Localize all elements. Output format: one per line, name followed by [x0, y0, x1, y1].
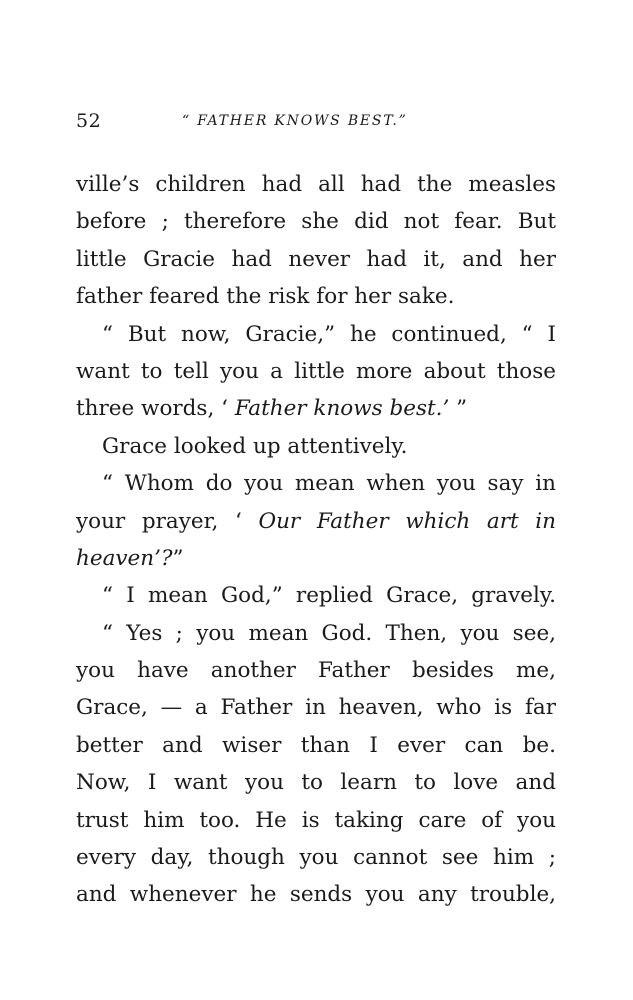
page-number: 52: [76, 110, 102, 132]
italic-quote: heaven’?: [76, 545, 173, 571]
running-title: “ FATHER KNOWS BEST.”: [182, 113, 408, 129]
text-line: ville’s children had all had the measles: [76, 172, 556, 197]
text-line: every day, though you cannot see him ;: [76, 845, 556, 871]
text-line: trust him too. He is taking care of you: [76, 807, 556, 833]
italic-quote: Our Father which art in: [258, 508, 556, 534]
text-line: Now, I want you to learn to love and: [76, 770, 556, 796]
text-line: better and wiser than I ever can be.: [76, 732, 556, 758]
text-line: before ; therefore she did not fear. But: [76, 209, 556, 235]
text-line: heaven’?”: [76, 545, 184, 571]
text-line: father feared the risk for her sake.: [76, 284, 455, 310]
text-line: you have another Father besides me,: [76, 658, 556, 684]
text-line: “ I mean God,” replied Grace, gravely.: [102, 583, 556, 609]
text-line: and whenever he sends you any trouble,: [76, 882, 556, 908]
text-line: “ But now, Gracie,” he continued, “ I: [102, 321, 556, 347]
text-line: want to tell you a little more about those: [76, 358, 556, 384]
italic-quote: Father knows best.’: [234, 396, 450, 422]
text-line: three words, ‘ Father knows best.’ ”: [76, 396, 468, 422]
running-header: [76, 110, 556, 140]
text-line: your prayer, ‘ Our Father which art in: [76, 508, 556, 534]
text-line: Grace, — a Father in heaven, who is far: [76, 695, 556, 721]
text-line: little Gracie had never had it, and her: [76, 246, 556, 272]
body-text: [76, 166, 556, 914]
text-line: Grace looked up attentively.: [102, 433, 408, 459]
text-line: “ Yes ; you mean God. Then, you see,: [102, 620, 556, 646]
text-line: “ Whom do you mean when you say in: [102, 471, 556, 497]
